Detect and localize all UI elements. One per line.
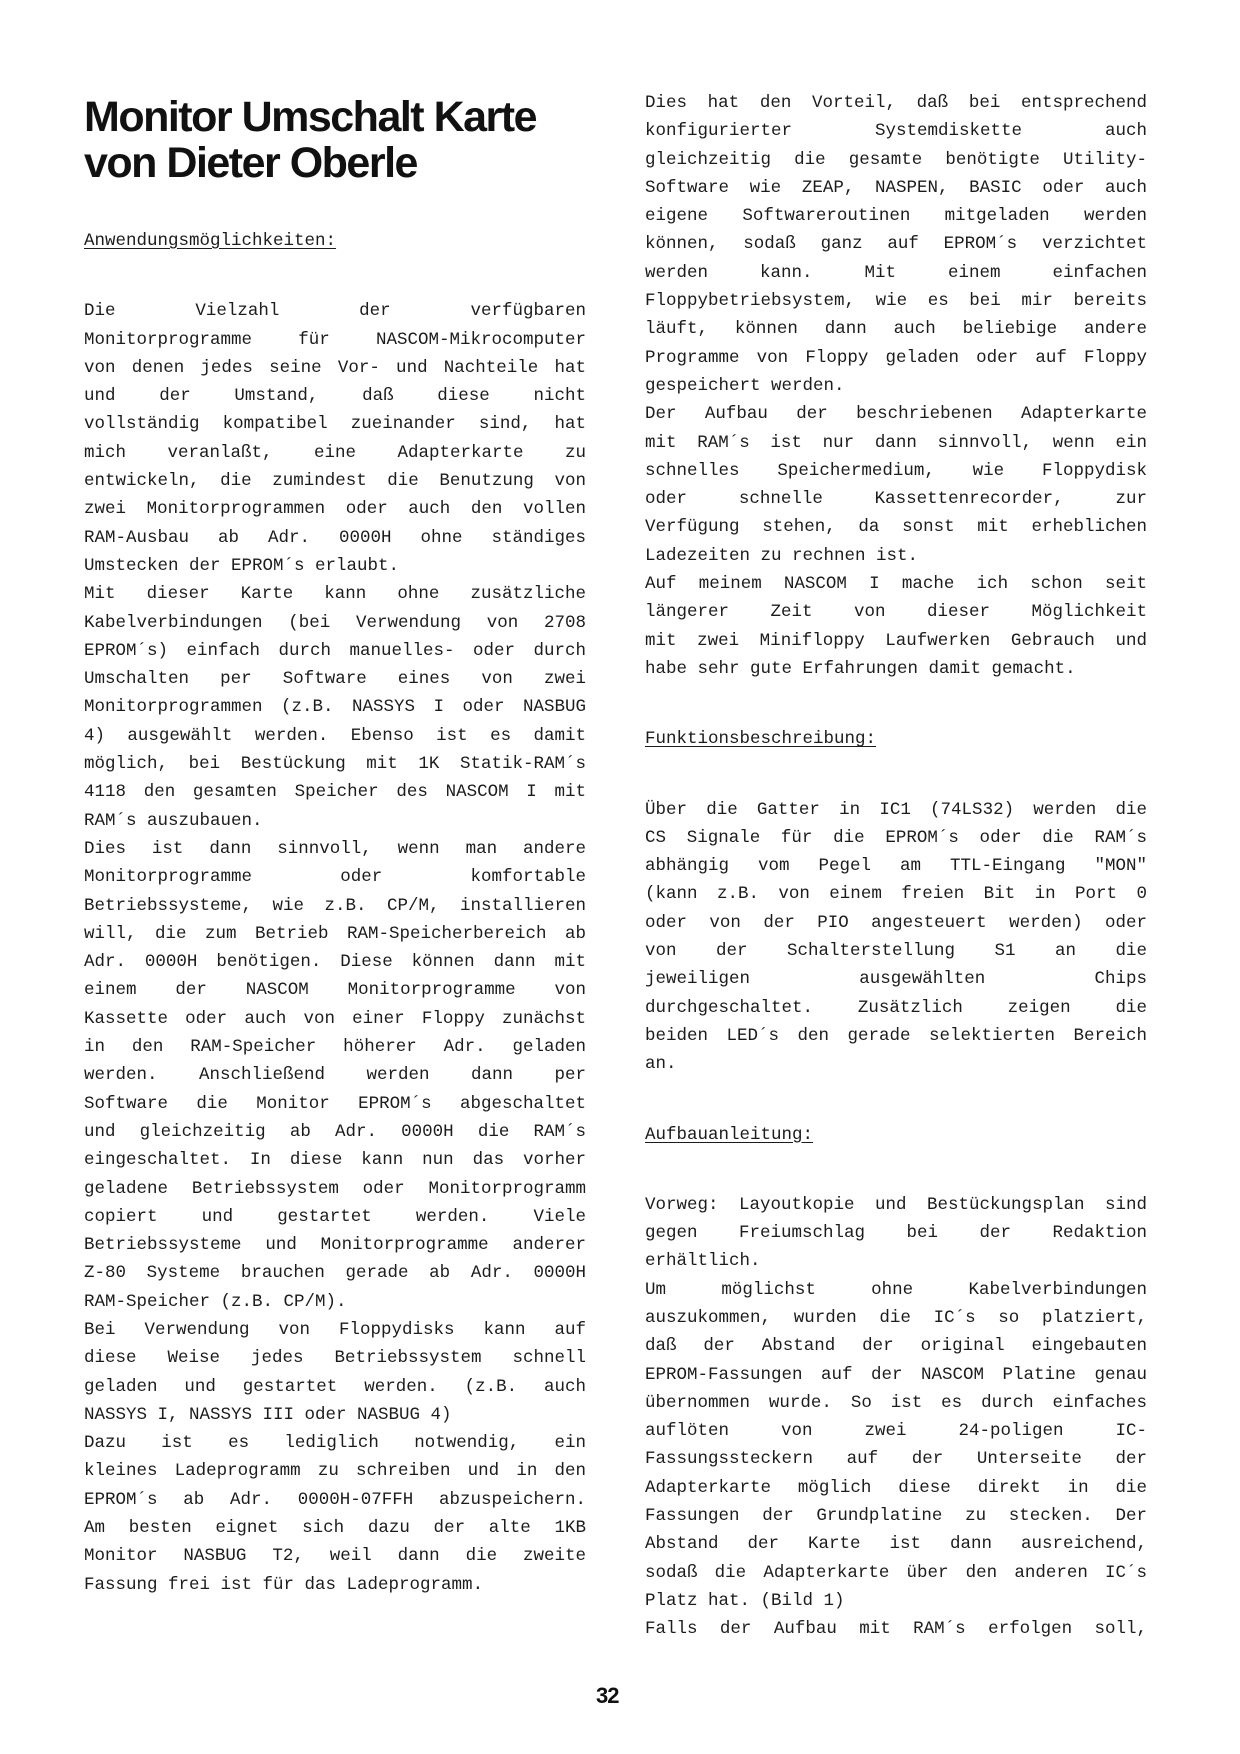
text-line: schnelles Speichermedium, wie Floppydisk (645, 460, 1147, 481)
text-line: habe sehr gute Erfahrungen damit gemacht. (645, 658, 1076, 679)
text-line: Software wie ZEAP, NASPEN, BASIC oder auch (645, 177, 1147, 198)
text-line: mich veranlaßt, eine Adapterkarte zu (84, 442, 586, 463)
left-column (84, 227, 586, 1599)
text-line: Monitorprogrammen (z.B. NASSYS I oder NASBUG (84, 697, 586, 718)
text-line: Falls der Aufbau mit RAM´s erfolgen soll, (645, 1619, 1147, 1640)
section-heading-aufbau: Aufbauanleitung: (645, 1124, 814, 1145)
text-line: längerer Zeit von dieser Möglichkeit (645, 602, 1147, 623)
text-line: erhältlich. (645, 1251, 761, 1272)
right-column-intro (645, 89, 1147, 683)
paragraph (645, 1191, 1147, 1276)
text-line: entwickeln, die zumindest die Benutzung von (84, 471, 586, 492)
text-line: Der Aufbau der beschriebenen Adapterkarte (645, 404, 1147, 425)
paragraph (645, 1276, 1147, 1616)
text-line: Monitorprogramme für NASCOM-Mikrocomputer (84, 329, 586, 350)
text-line: RAM-Ausbau ab Adr. 0000H ohne ständiges (84, 527, 586, 548)
text-line: in den RAM-Speicher höherer Adr. geladen (84, 1037, 586, 1058)
text-line: Umstecken der EPROM´s erlaubt. (84, 555, 400, 576)
text-line: NASSYS I, NASSYS III oder NASBUG 4) (84, 1404, 452, 1425)
paragraph (84, 297, 586, 580)
text-line: gegen Freiumschlag bei der Redaktion (645, 1223, 1147, 1244)
text-line: oder schnelle Kassettenrecorder, zur (645, 489, 1147, 510)
text-line: konfigurierter Systemdiskette auch (645, 121, 1147, 142)
text-line: Dazu ist es lediglich notwendig, ein (84, 1433, 586, 1454)
text-line: kleines Ladeprogramm zu schreiben und in den (84, 1461, 586, 1482)
text-line: können, sodaß ganz auf EPROM´s verzichtet (645, 234, 1147, 255)
text-line: geladen und gestartet werden. (z.B. auch (84, 1376, 586, 1397)
text-line: und gleichzeitig ab Adr. 0000H die RAM´s (84, 1121, 586, 1142)
text-line: Adr. 0000H benötigen. Diese können dann mit (84, 952, 586, 973)
text-line: mit zwei Minifloppy Laufwerken Gebrauch und (645, 630, 1147, 651)
text-line: zwei Monitorprogrammen oder auch den vollen (84, 499, 586, 520)
text-line: Monitorprogramme oder komfortable (84, 867, 586, 888)
text-line: Software die Monitor EPROM´s abgeschaltet (84, 1093, 586, 1114)
paragraph (84, 1429, 586, 1599)
text-line: Floppybetriebsystem, wie es bei mir bereits (645, 291, 1147, 312)
text-line: Dies ist dann sinnvoll, wenn man andere (84, 838, 586, 859)
paragraph (645, 400, 1147, 570)
text-line: Über die Gatter in IC1 (74LS32) werden die (645, 799, 1147, 820)
text-line: auflöten von zwei 24-poligen IC- (645, 1421, 1147, 1442)
section-heading-anwendung: Anwendungsmöglichkeiten: (84, 231, 337, 251)
text-line: möglich, bei Bestückung mit 1K Statik-RAM´s (84, 754, 586, 775)
text-line: Umschalten per Software eines von zwei (84, 669, 586, 690)
text-line: gespeichert werden. (645, 375, 845, 396)
text-line: copiert und gestartet werden. Viele (84, 1206, 586, 1227)
left-column-body (84, 297, 586, 1599)
text-line: Bei Verwendung von Floppydisks kann auf (84, 1319, 586, 1340)
text-line: an. (645, 1054, 677, 1075)
text-line: Die Vielzahl der verfügbaren (84, 301, 586, 322)
section-body-aufbau (645, 1191, 1147, 1644)
text-line: diese Weise jedes Betriebssystem schnell (84, 1348, 586, 1369)
text-line: RAM´s auszubauen. (84, 810, 263, 831)
text-line: sodaß die Adapterkarte über den anderen IC´s (645, 1562, 1147, 1583)
text-line: Fassungen der Grundplatine zu stecken. Der (645, 1506, 1147, 1527)
section-body-funktion (645, 796, 1147, 1079)
paragraph (645, 570, 1147, 683)
text-line: RAM-Speicher (z.B. CP/M). (84, 1291, 347, 1312)
text-line: Platz hat. (Bild 1) (645, 1590, 845, 1611)
text-line: Vorweg: Layoutkopie und Bestückungsplan sind (645, 1194, 1147, 1215)
text-line: abhängig vom Pegel am TTL-Eingang "MON" (645, 856, 1147, 877)
text-line: gleichzeitig die gesamte benötigte Utility- (645, 149, 1147, 170)
text-line: von denen jedes seine Vor- und Nachteile hat (84, 357, 586, 378)
text-line: daß der Abstand der original eingebauten (645, 1336, 1147, 1357)
text-line: will, die zum Betrieb RAM-Speicherbereich ab (84, 923, 586, 944)
text-line: Fassung frei ist für das Ladeprogramm. (84, 1574, 484, 1595)
text-line: Mit dieser Karte kann ohne zusätzliche (84, 584, 586, 605)
text-line: EPROM-Fassungen auf der NASCOM Platine genau (645, 1364, 1147, 1385)
text-line: jeweiligen ausgewählten Chips (645, 969, 1147, 990)
paragraph (84, 1316, 586, 1429)
text-line: Auf meinem NASCOM I mache ich schon seit (645, 574, 1147, 595)
text-line: eingeschaltet. In diese kann nun das vorher (84, 1150, 586, 1171)
text-line: Kassette oder auch von einer Floppy zunächst (84, 1008, 586, 1029)
paragraph (645, 796, 1147, 1079)
text-line: übernommen wurde. So ist es durch einfaches (645, 1392, 1147, 1413)
text-line: werden kann. Mit einem einfachen (645, 262, 1147, 283)
text-line: läuft, können dann auch beliebige andere (645, 319, 1147, 340)
text-line: und der Umstand, daß diese nicht (84, 386, 586, 407)
paragraph (84, 580, 586, 835)
text-line: Ladezeiten zu rechnen ist. (645, 545, 919, 566)
text-line: Abstand der Karte ist dann ausreichend, (645, 1534, 1147, 1555)
text-line: Um möglichst ohne Kabelverbindungen (645, 1279, 1147, 1300)
paragraph (645, 1615, 1147, 1643)
text-line: mit RAM´s ist nur dann sinnvoll, wenn ein (645, 432, 1147, 453)
text-line: werden. Anschließend werden dann per (84, 1065, 586, 1086)
text-line: auszukommen, wurden die IC´s so platziert, (645, 1307, 1147, 1328)
page-number: 32 (596, 1683, 619, 1708)
text-line: Z-80 Systeme brauchen gerade ab Adr. 0000H (84, 1263, 586, 1284)
text-line: oder von der PIO angesteuert werden) oder (645, 912, 1147, 933)
right-column (645, 89, 1147, 1644)
text-line: Programme von Floppy geladen oder auf Floppy (645, 347, 1147, 368)
text-line: vollständig kompatibel zueinander sind, hat (84, 414, 586, 435)
text-line: Adapterkarte möglich diese direkt in die (645, 1477, 1147, 1498)
text-line: Monitor NASBUG T2, weil dann die zweite (84, 1546, 586, 1567)
article-title-line-2: von Dieter Oberle (84, 139, 417, 187)
text-line: beiden LED´s den gerade selektierten Bereich (645, 1025, 1147, 1046)
text-line: durchgeschaltet. Zusätzlich zeigen die (645, 997, 1147, 1018)
text-line: EPROM´s) einfach durch manuelles- oder durch (84, 640, 586, 661)
paragraph (645, 89, 1147, 400)
paragraph (84, 835, 586, 1316)
text-line: EPROM´s ab Adr. 0000H-07FFH abzuspeichern. (84, 1489, 586, 1510)
text-line: 4118 den gesamten Speicher des NASCOM I mit (84, 782, 586, 803)
text-line: von der Schalterstellung S1 an die (645, 941, 1147, 962)
article-title-line-1: Monitor Umschalt Karte (84, 93, 537, 141)
text-line: einem der NASCOM Monitorprogramme von (84, 980, 586, 1001)
text-line: 4) ausgewählt werden. Ebenso ist es damit (84, 725, 586, 746)
text-line: CS Signale für die EPROM´s oder die RAM´s (645, 827, 1147, 848)
article-title (84, 94, 604, 186)
section-heading-funktion: Funktionsbeschreibung: (645, 729, 877, 750)
text-line: geladene Betriebssystem oder Monitorprogramm (84, 1178, 586, 1199)
text-line: Kabelverbindungen (bei Verwendung von 2708 (84, 612, 586, 633)
text-line: Verfügung stehen, da sonst mit erheblichen (645, 517, 1147, 538)
text-line: Betriebssysteme und Monitorprogramme anderer (84, 1235, 586, 1256)
text-line: (kann z.B. von einem freien Bit in Port 0 (645, 884, 1147, 905)
text-line: Fassungssteckern auf der Unterseite der (645, 1449, 1147, 1470)
text-line: Betriebssysteme, wie z.B. CP/M, installieren (84, 895, 586, 916)
text-line: eigene Softwareroutinen mitgeladen werden (645, 206, 1147, 227)
text-line: Dies hat den Vorteil, daß bei entsprechend (645, 93, 1147, 113)
text-line: Am besten eignet sich dazu der alte 1KB (84, 1518, 586, 1539)
